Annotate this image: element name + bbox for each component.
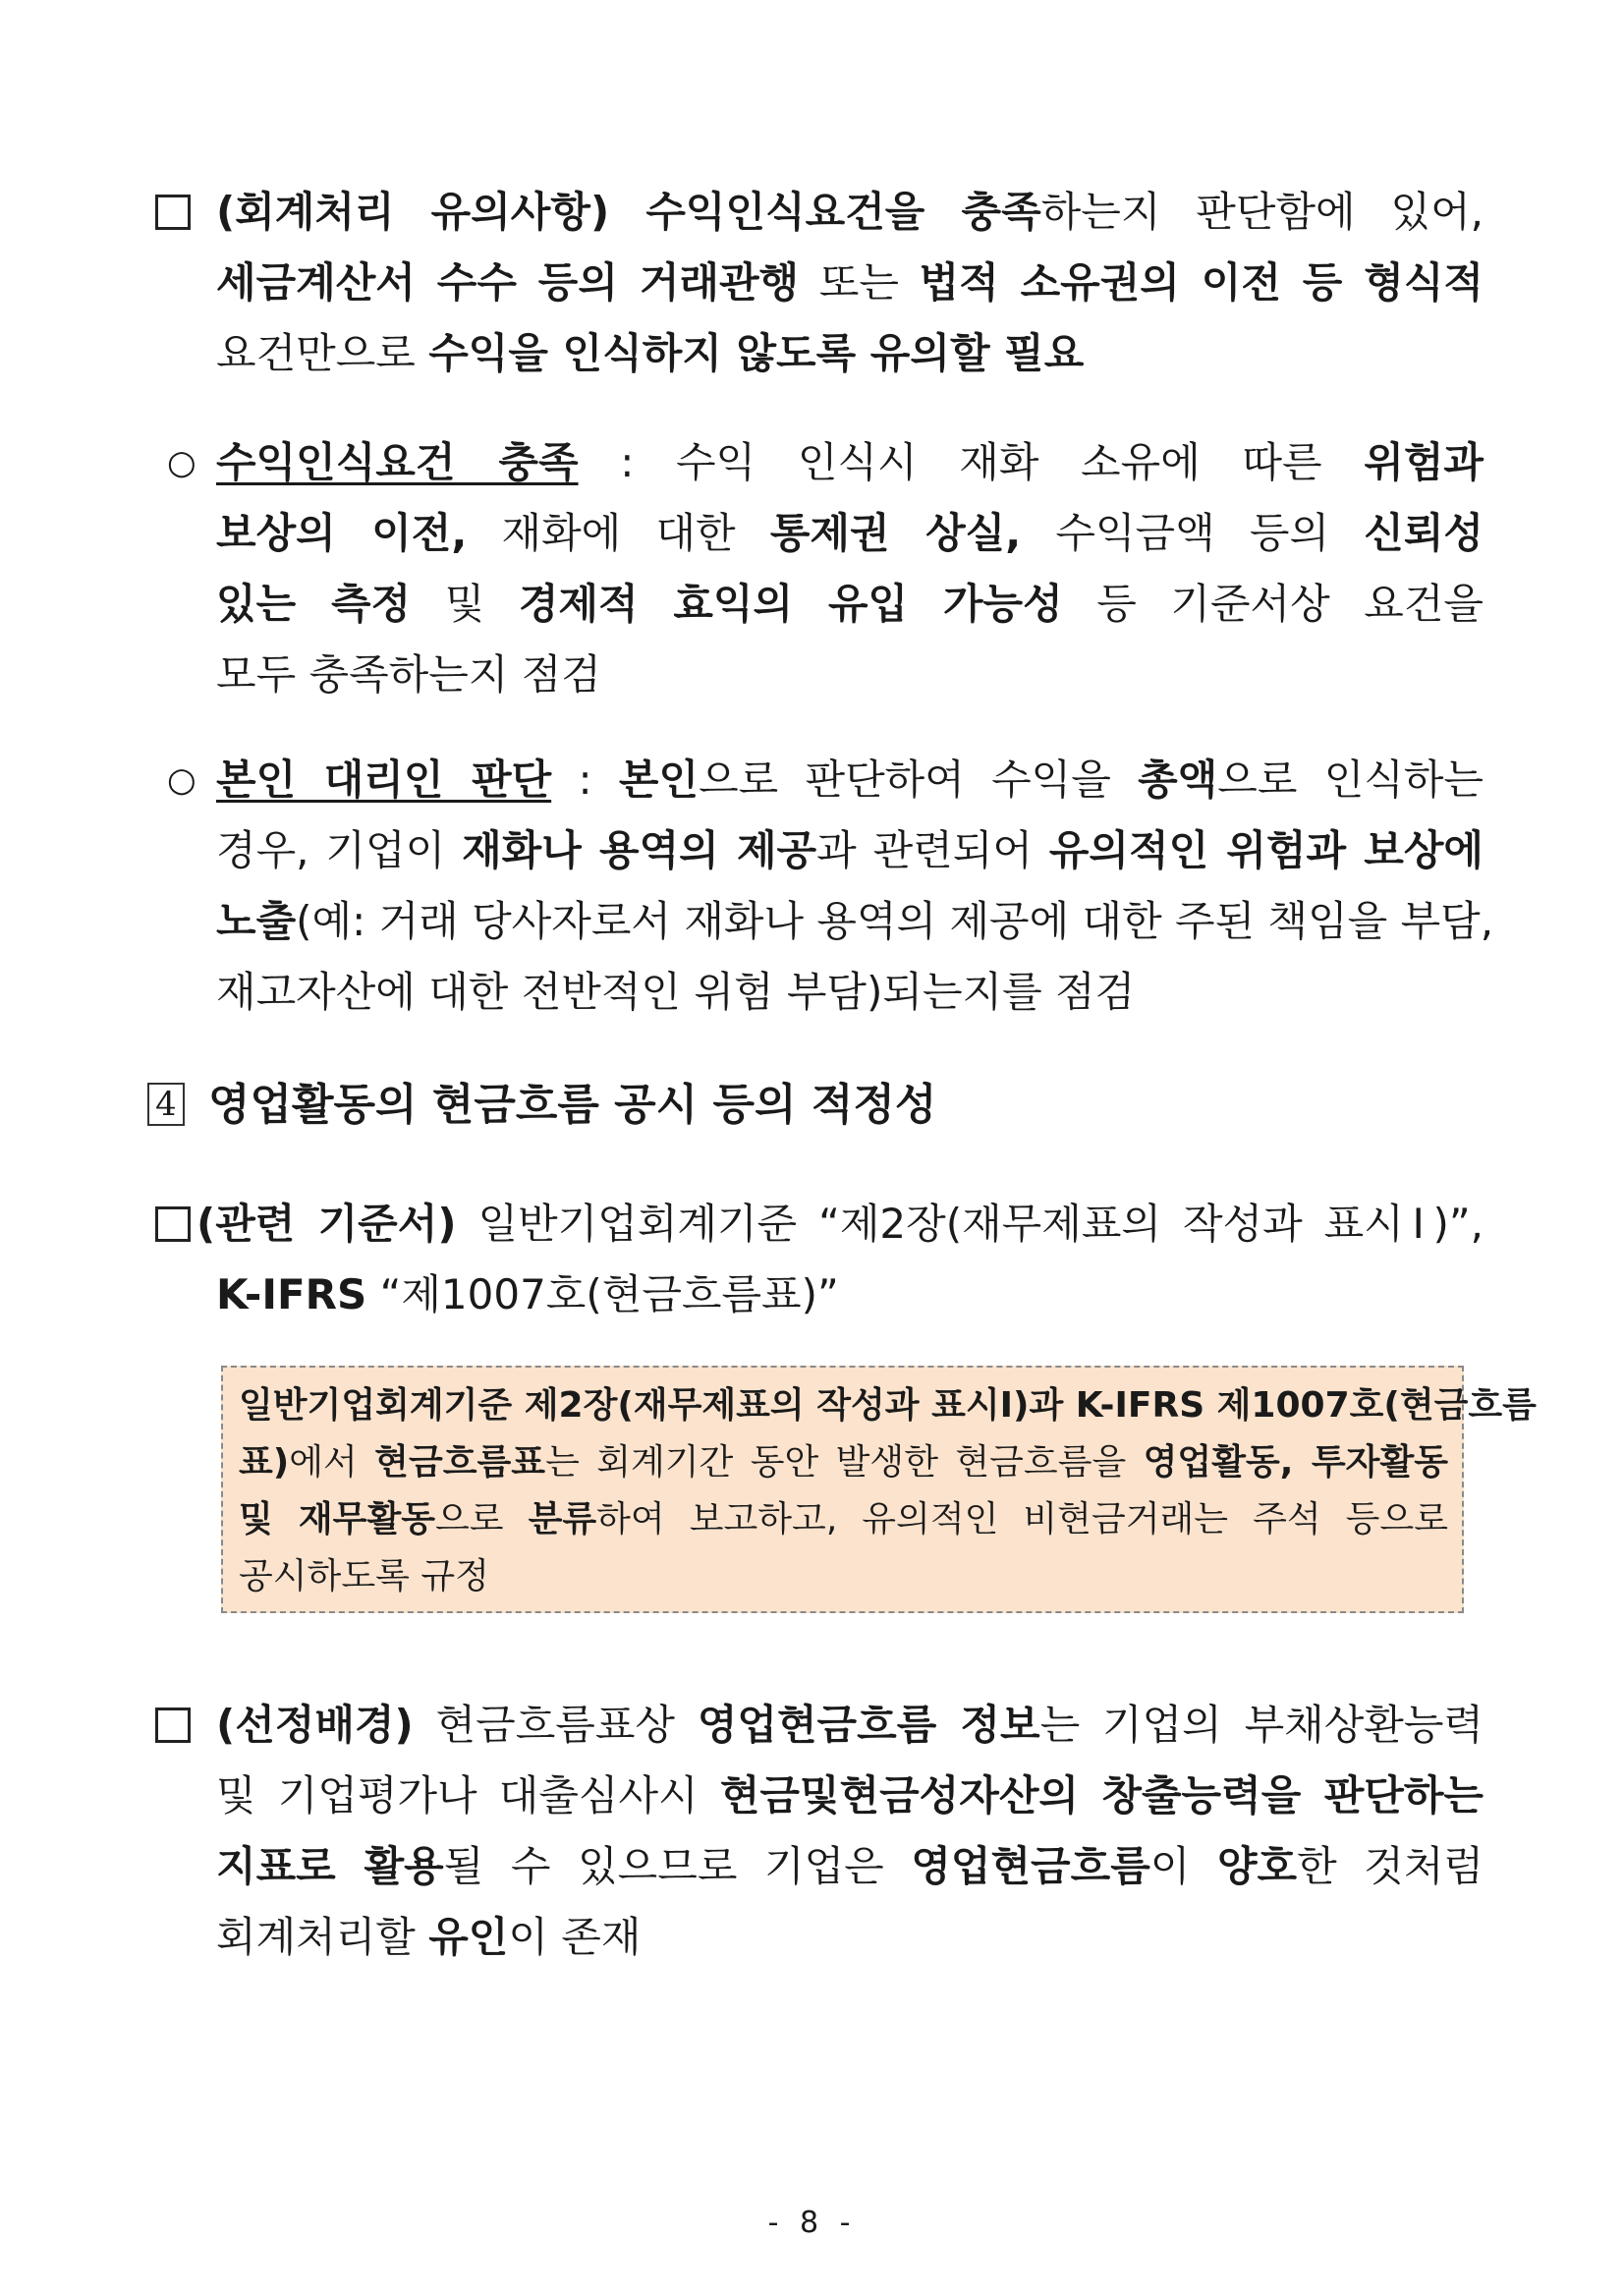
standards-note-box	[221, 1366, 1537, 1613]
text-line: 회계처리할 유인이 존재	[216, 1913, 642, 1961]
circle-bullet-icon: ○	[167, 760, 196, 800]
page-number: - 8 -	[767, 2206, 857, 2240]
text-line: 지표로 활용될 수 있으므로 기업은 영업현금흐름이 양호한 것처럼	[216, 1842, 1484, 1890]
text-line: (관련 기준서) 일반기업회계기준 “제2장(재무제표의 작성과 표시Ⅰ)”,	[196, 1200, 1484, 1248]
square-bullet-icon	[155, 195, 191, 230]
selection-background-paragraph	[147, 1690, 1484, 1973]
text-line: 세금계산서 수수 등의 거래관행 또는 법적 소유권의 이전 등 형식적	[216, 258, 1484, 307]
accounting-caution-paragraph	[147, 177, 1484, 389]
text-line: 수익인식요건 충족 : 수익 인식시 재화 소유에 따른 위험과	[216, 438, 1484, 486]
related-standards-paragraph	[147, 1189, 1484, 1330]
text-line: (회계처리 유의사항) 수익인식요건을 충족하는지 판단함에 있어,	[216, 188, 1484, 236]
section-number: 4	[147, 1083, 185, 1126]
text-line: 모두 충족하는지 점검	[216, 650, 601, 699]
principal-agent-paragraph	[147, 745, 1494, 1028]
circle-bullet-icon: ○	[167, 443, 196, 482]
square-bullet-icon	[155, 1206, 191, 1242]
revenue-recognition-paragraph	[147, 427, 1484, 710]
section-title: 영업활동의 현금흐름 공시 등의 적정성	[208, 1080, 937, 1130]
text-line: 보상의 이전, 재화에 대한 통제권 상실, 수익금액 등의 신뢰성	[216, 509, 1484, 557]
text-line: 표)에서 현금흐름표는 회계기간 동안 발생한 현금흐름을 영업활동, 투자활동	[239, 1442, 1448, 1483]
text-line: (선정배경) 현금흐름표상 영업현금흐름 정보는 기업의 부채상환능력	[216, 1701, 1484, 1749]
text-line: 및 기업평가나 대출심사시 현금및현금성자산의 창출능력을 판단하는	[216, 1771, 1484, 1820]
text-line: K-IFRS “제1007호(현금흐름표)”	[216, 1270, 839, 1318]
text-line: 요건만으로 수익을 인식하지 않도록 유의할 필요	[216, 329, 1085, 377]
text-line: 본인 대리인 판단 : 본인으로 판단하여 수익을 총액으로 인식하는	[216, 756, 1484, 804]
text-line: 재고자산에 대한 전반적인 위험 부담)되는지를 점검	[216, 968, 1136, 1016]
text-line: 및 재무활동으로 분류하여 보고하고, 유의적인 비현금거래는 주석 등으로	[239, 1499, 1448, 1540]
text-line: 있는 측정 및 경제적 효익의 유입 가능성 등 기준서상 요건을	[216, 580, 1484, 628]
section-heading	[147, 1076, 936, 1135]
text-line: 경우, 기업이 재화나 용역의 제공과 관련되어 유의적인 위험과 보상에	[216, 826, 1484, 874]
square-bullet-icon	[155, 1708, 191, 1743]
text-line: 일반기업회계기준 제2장(재무제표의 작성과 표시Ⅰ)과 K-IFRS 제1007호(현금흐름	[239, 1385, 1537, 1426]
text-line: 노출(예: 거래 당사자로서 재화나 용역의 제공에 대한 주된 책임을 부담,	[216, 897, 1494, 945]
text-line: 공시하도록 규정	[239, 1556, 489, 1596]
